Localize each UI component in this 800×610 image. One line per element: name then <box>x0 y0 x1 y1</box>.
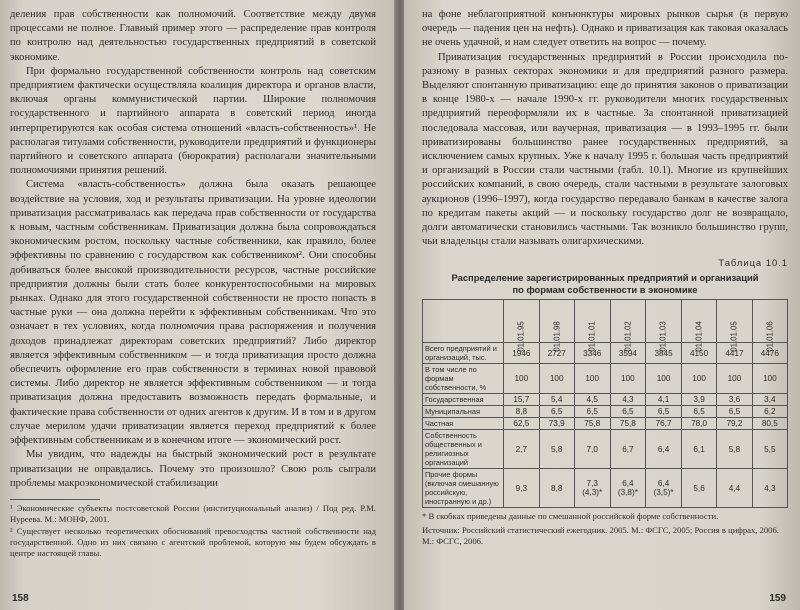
page-number-right: 159 <box>769 593 786 604</box>
left-paragraph-1: деления прав собственности как полномочий. Соответствие между двумя процессами не полное. Главный пример этого — распределение прав контроля по контролю над деятельностью государственных предприятий в советской экономике. <box>10 9 376 63</box>
footnote-divider <box>10 499 100 500</box>
table-cell: 6,4 (3,8)* <box>610 469 646 508</box>
table-cell: 5,8 <box>539 430 574 469</box>
table-cell: 6,5 <box>717 406 752 418</box>
table-cell: 100 <box>681 364 716 394</box>
table-cell: 4,5 <box>574 394 610 406</box>
table-year-label: 01.01.98 <box>552 321 562 353</box>
table-cell: 4476 <box>752 343 787 364</box>
table-cell: 6,5 <box>646 406 682 418</box>
table-cell: 3,6 <box>717 394 752 406</box>
table-cell: 6,4 (3,5)* <box>646 469 682 508</box>
table-cell: 3,4 <box>752 394 787 406</box>
table-row-label: Муниципальная <box>423 406 504 418</box>
table-cell: 7,3 (4,3)* <box>574 469 610 508</box>
table-year-label: 01.01.05 <box>729 321 739 353</box>
table-cell: 2727 <box>539 343 574 364</box>
table-year-label: 01.01.01 <box>587 321 597 353</box>
table-year-label: 01.01.02 <box>623 321 633 353</box>
table-cell: 100 <box>504 364 539 394</box>
table-cell: 3346 <box>574 343 610 364</box>
table-cell: 9,3 <box>504 469 539 508</box>
table-cell: 6,1 <box>681 430 716 469</box>
table-cell: 2,7 <box>504 430 539 469</box>
page-number-left: 158 <box>12 593 29 604</box>
table-cell: 100 <box>539 364 574 394</box>
table-cell: 15,7 <box>504 394 539 406</box>
table-cell: 100 <box>574 364 610 394</box>
table-cell: 8,8 <box>539 469 574 508</box>
table-row-label: Прочие формы (включая смешанную российскую, иностранную и др.) <box>423 469 504 508</box>
table-row <box>423 430 788 469</box>
table-cell: 4417 <box>717 343 752 364</box>
table-cell: 4,3 <box>752 469 787 508</box>
table-row <box>423 406 788 418</box>
table-row <box>423 418 788 430</box>
table-cell: 79,2 <box>717 418 752 430</box>
table-title-line-2: по формам собственности в экономике <box>512 284 698 296</box>
table-cell: 4150 <box>681 343 716 364</box>
table-cell: 4,4 <box>717 469 752 508</box>
left-paragraph-2: При формально государственной собственности контроль над советским предприятием фактически осуществляла коалиция директора и органов власти, включая органы коммунистической партии. Широкие полномочия государственного и партийного аппарата в советский период иногда интерпретируются как особая система отношений «власть-собственность»¹. Не располагая титулами собственности, руководители предприятий и функционеры партийного и советского аппарата (бюрократия) располагали значительными полномочиями принятия решений. <box>10 65 376 177</box>
table-footnote: * В скобках приведены данные по смешанной российской форме собственности. <box>422 511 719 522</box>
table-source: Источник: Российский статистический ежегодник. 2005. М.: ФСГС, 2005; Россия в цифрах, 2006. М.: ФСГС, 2006. <box>422 525 779 547</box>
footnote-2: ² Существует несколько теоретических обоснований превосходства частной собственности над государственной. Одно из них связано с агентской проблемой, которую мы будем обсуждать в центре настоящей главы. <box>10 525 376 558</box>
table-cell: 100 <box>610 364 646 394</box>
table-cell: 78,0 <box>681 418 716 430</box>
table-cell: 76,7 <box>646 418 682 430</box>
table-cell: 100 <box>752 364 787 394</box>
left-paragraph-3: Система «власть-собственность» должна была оказать решающее воздействие на условия, ход и результаты приватизации. На уровне идеологии приватизация рассматривалась как передача прав собственности от государства к новым, частным собственникам. Приватизация должна была сопровождаться экономическим ростом, поскольку частные собственники, как правило, более эффективны по сравнению с государством как собственником². Они способны добиваться более высокой производительности ресурсов, частные российские предприятия должны были стать более конкурентоспособными на мировых рынках. Однако для этого государственной собственности не просто попасть в частные руки — она должна перейти к эффективным собственникам. Что это означает в тех условиях, когда полномочия права распоряжения и получения доходов принадлежат директорам советских предприятий? Либо директор является эффективным собственником — и тогда приватизация просто должна обеспечить оформление его прав собственности в терминах новой правовой системы. Либо директор не является эффективным собственником — и тогда приватизация должна предоставить возможность передать формальные, и фактические права собственности от одних агентов к другим. И в том и в другом случае мерилом удачи приватизации является переход предприятий к более эффективным собственникам и в конечном итоге — экономический рост. <box>10 179 376 447</box>
table-row-label: Частная <box>423 418 504 430</box>
table-cell: 5,5 <box>752 430 787 469</box>
table-cell: 3,9 <box>681 394 716 406</box>
table-header-row <box>423 300 788 343</box>
table-year-label: 01.01.06 <box>765 321 775 353</box>
table-cell: 75,8 <box>610 418 646 430</box>
table-year-label: 01.01.95 <box>516 321 526 353</box>
table-body <box>423 343 788 508</box>
right-page <box>404 0 800 610</box>
table-cell: 6,5 <box>610 406 646 418</box>
ownership-table <box>422 299 788 508</box>
table-row-label: В том числе по формам собственности, % <box>423 364 504 394</box>
table-cell: 4,1 <box>646 394 682 406</box>
table-cell: 4,3 <box>610 394 646 406</box>
table-cell: 73,9 <box>539 418 574 430</box>
right-paragraph-2: Приватизация государственных предприятий в России происходила по-разному в разных секторах экономики и для предприятий разного размера. Выделяют спонтанную приватизацию: еще до принятия законов о приватизации в конце 1980-х — начале 1990-х гг. руководители многих государственных предприятий переоформляли их в частные. За спонтанной приватизацией последовала массовая, или ваучерная, приватизация — в 1993–1995 гг. были приватизированы большинство ранее государственных предприятий, за исключением самых крупных. Уже к началу 1995 г. большая часть предприятий и организаций в России стали частными (табл. 10.1). Многие из крупнейших российских компаний, в свою очередь, стали частными в результате залоговых аукционов (1996–1997), когда государство передавало банкам в качестве залога по кредитам пакеты акций — и поскольку государство долг не возвращало, долги автоматически становились частными. Так возникло большинство групп, чьи владельцы стали называть олигархическими. <box>422 51 788 248</box>
table-corner-cell <box>423 300 504 343</box>
table-cell: 5,8 <box>717 430 752 469</box>
table-cell: 100 <box>646 364 682 394</box>
table-row-label: Государственная <box>423 394 504 406</box>
table-row <box>423 394 788 406</box>
table-cell: 8,8 <box>504 406 539 418</box>
table-caption: Таблица 10.1 <box>718 257 788 269</box>
table-row-label: Всего предприятий и организаций, тыс. <box>423 343 504 364</box>
table-cell: 7,0 <box>574 430 610 469</box>
table-cell: 5,4 <box>539 394 574 406</box>
table-cell: 6,7 <box>610 430 646 469</box>
table-cell: 6,5 <box>681 406 716 418</box>
table-cell: 6,5 <box>539 406 574 418</box>
table-cell: 6,2 <box>752 406 787 418</box>
table-cell: 6,5 <box>574 406 610 418</box>
left-paragraph-4: Мы увидим, что надежды на быстрый экономический рост в результате приватизации не оправдались. Почему это произошло? Свою роль сыграли проблемы макроэкономической стабилизации <box>10 449 376 489</box>
table-row-label: Собственность общественных и религиозных организаций <box>423 430 504 469</box>
table-row <box>423 469 788 508</box>
table-cell: 62,5 <box>504 418 539 430</box>
left-page <box>0 0 396 610</box>
table-cell: 3845 <box>646 343 682 364</box>
table-year-label: 01.01.04 <box>694 321 704 353</box>
table-title <box>422 272 788 296</box>
right-paragraph-1: на фоне неблагоприятной конъюнктуры мировых рынков сырья (в первую очередь — падения цен на нефть). Однако и приватизация как таковая оказалась не очень удачной, и нам следует ответить на вопрос — почему. <box>422 9 788 49</box>
table-title-line-1: Распределение зарегистрированных предприятий и организаций <box>451 272 759 284</box>
footnote-1: ¹ Экономические субъекты постсоветской России (институциональный анализ) / Под ред. Р.М. Нуреева. М.: МОНФ, 2001. <box>10 502 376 524</box>
table-row <box>423 364 788 394</box>
table-cell: 100 <box>717 364 752 394</box>
table-cell: 80,5 <box>752 418 787 430</box>
table-cell: 6,4 <box>646 430 682 469</box>
table-cell: 75,8 <box>574 418 610 430</box>
table-cell: 5,6 <box>681 469 716 508</box>
table-cell: 1946 <box>504 343 539 364</box>
table-year-label: 01.01.03 <box>659 321 669 353</box>
table-cell: 3594 <box>610 343 646 364</box>
